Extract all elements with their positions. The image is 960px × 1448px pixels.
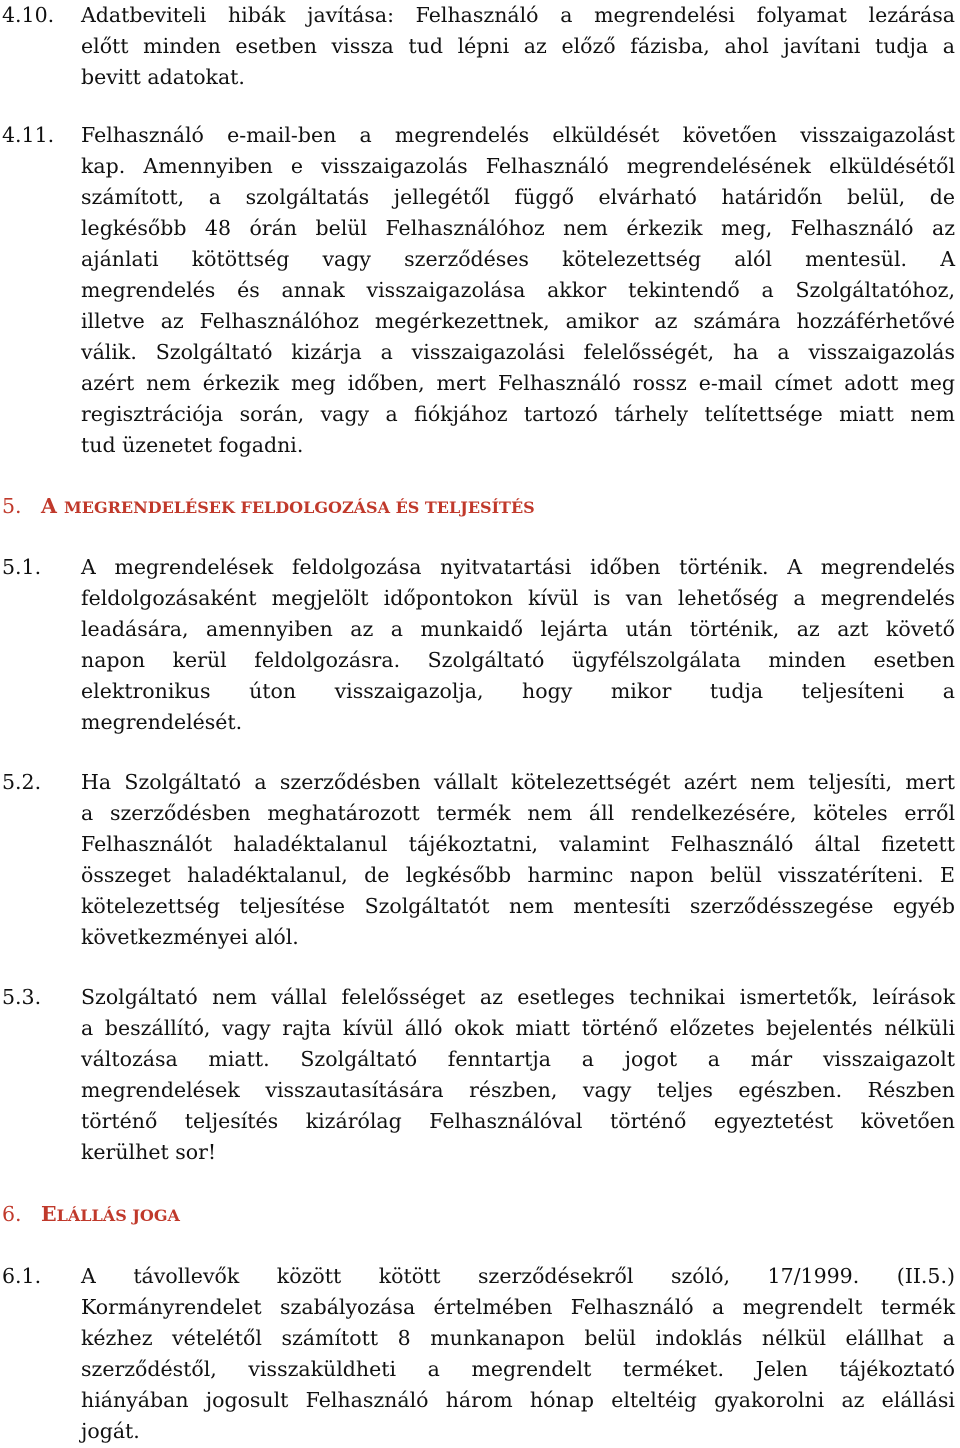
paragraph-text: ajánlati kötöttség vagy szerződéses kötelezettség alól mentesül. A (81, 247, 955, 271)
paragraph-text: elektronikus úton visszaigazolja, hogy mikor tudja teljesíteni a (81, 679, 955, 703)
heading-initial: E (41, 1202, 57, 1226)
paragraph-text: megrendelését. (81, 710, 243, 734)
section-heading-5 (0, 491, 960, 522)
paragraph-line (0, 829, 960, 860)
paragraph-line (0, 707, 960, 738)
paragraph-line (0, 552, 960, 583)
paragraph-line (0, 399, 960, 430)
paragraph-text: a szerződésben meghatározott termék nem áll rendelkezésére, köteles erről (81, 801, 955, 825)
section-number: 4.10. (2, 3, 55, 27)
heading-rest: MEGRENDELÉSEK FELDOLGOZÁSA ÉS TELJESÍTÉS (64, 498, 535, 517)
paragraph-line (0, 1137, 960, 1168)
paragraph-line (0, 1292, 960, 1323)
paragraph-line (0, 982, 960, 1013)
paragraph-line (0, 1075, 960, 1106)
heading-title (41, 1199, 180, 1231)
paragraph-text: előtt minden esetben vissza tud lépni az előző fázisba, ahol javítani tudja a (81, 34, 955, 58)
paragraph-line (0, 0, 960, 31)
paragraph-line (0, 337, 960, 368)
paragraph-line (0, 798, 960, 829)
paragraph-line (0, 1044, 960, 1075)
paragraph-text: Ha Szolgáltató a szerződésben vállalt kötelezettségét azért nem teljesíti, mert (81, 770, 955, 794)
paragraph-text: számított, a szolgáltatás jellegétől függő elvárható határidőn belül, de (81, 185, 955, 209)
paragraph-line (0, 213, 960, 244)
paragraph-text: Felhasználó e-mail-ben a megrendelés elküldését követően visszaigazolást (81, 123, 955, 147)
paragraph-text: válik. Szolgáltató kizárja a visszaigazolási felelősségét, ha a visszaigazolás (81, 340, 955, 364)
paragraph-line (0, 891, 960, 922)
section-5-2 (0, 767, 960, 953)
heading-number: 5. (2, 494, 22, 518)
paragraph-line (0, 151, 960, 182)
paragraph-text: jogát. (81, 1419, 140, 1443)
paragraph-line (0, 1354, 960, 1385)
paragraph-line (0, 1323, 960, 1354)
paragraph-line (0, 645, 960, 676)
paragraph-text: kötelezettség teljesítése Szolgáltatót nem mentesíti szerződésszegése egyéb (81, 894, 955, 918)
section-number: 5.2. (2, 770, 42, 794)
section-number: 5.1. (2, 555, 42, 579)
paragraph-line (0, 1013, 960, 1044)
section-5-1 (0, 552, 960, 738)
section-number: 4.11. (2, 123, 55, 147)
heading-title (41, 491, 535, 523)
paragraph-text: A távollevők között kötött szerződésekről szóló, 17/1999. (II.5.) (81, 1264, 955, 1288)
paragraph-text: tud üzenetet fogadni. (81, 433, 304, 457)
paragraph-text: Kormányrendelet szabályozása értelmében Felhasználó a megrendelt termék (81, 1295, 955, 1319)
paragraph-text: megrendelés és annak visszaigazolása akkor tekintendő a Szolgáltatóhoz, (81, 278, 955, 302)
paragraph-line (0, 922, 960, 953)
paragraph-text: történő teljesítés kizárólag Felhasználóval történő egyeztetést követően (81, 1109, 955, 1133)
paragraph-text: kerülhet sor! (81, 1140, 217, 1164)
paragraph-text: leadására, amennyiben az a munkaidő lejárta után történik, az azt követő (81, 617, 955, 641)
paragraph-text: szerződéstől, visszaküldheti a megrendelt terméket. Jelen tájékoztató (81, 1357, 955, 1381)
paragraph-line (0, 1261, 960, 1292)
section-number: 5.3. (2, 985, 42, 1009)
paragraph-line (0, 31, 960, 62)
paragraph-line (0, 120, 960, 151)
paragraph-text: következményei alól. (81, 925, 299, 949)
paragraph-text: azért nem érkezik meg időben, mert Felhasználó rossz e-mail címet adott meg (81, 371, 955, 395)
paragraph-line (0, 368, 960, 399)
paragraph-text: megrendelések visszautasítására részben, vagy teljes egészben. Részben (81, 1078, 955, 1102)
paragraph-line (0, 614, 960, 645)
paragraph-line (0, 244, 960, 275)
paragraph-line (0, 1416, 960, 1447)
paragraph-text: bevitt adatokat. (81, 65, 245, 89)
paragraph-text: illetve az Felhasználóhoz megérkezettnek, amikor az számára hozzáférhetővé (81, 309, 955, 333)
heading-number: 6. (2, 1202, 22, 1226)
paragraph-text: Adatbeviteli hibák javítása: Felhasználó a megrendelési folyamat lezárása (81, 3, 955, 27)
paragraph-text: Felhasználót haladéktalanul tájékoztatni, valamint Felhasználó által fizetett (81, 832, 955, 856)
paragraph-text: kap. Amennyiben e visszaigazolás Felhasználó megrendelésének elküldésétől (81, 154, 955, 178)
section-number: 6.1. (2, 1264, 42, 1288)
section-4-10 (0, 0, 960, 93)
paragraph-text: regisztrációja során, vagy a fiókjához tartozó tárhely telítettsége miatt nem (81, 402, 955, 426)
paragraph-text: napon kerül feldolgozásra. Szolgáltató ügyfélszolgálata minden esetben (81, 648, 955, 672)
paragraph-text: hiányában jogosult Felhasználó három hónap elteltéig gyakorolni az elállási (81, 1388, 955, 1412)
paragraph-text: a beszállító, vagy rajta kívül álló okok miatt történő előzetes bejelentés nélküli (81, 1016, 955, 1040)
paragraph-line (0, 275, 960, 306)
paragraph-line (0, 676, 960, 707)
paragraph-text: feldolgozásaként megjelölt időpontokon kívül is van lehetőség a megrendelés (81, 586, 955, 610)
paragraph-text: kézhez vételétől számított 8 munkanapon belül indoklás nélkül elállhat a (81, 1326, 955, 1350)
paragraph-text: Szolgáltató nem vállal felelősséget az esetleges technikai ismertetők, leírások (81, 985, 955, 1009)
paragraph-line (0, 767, 960, 798)
paragraph-line (0, 62, 960, 93)
section-6-1 (0, 1261, 960, 1447)
paragraph-text: összeget haladéktalanul, de legkésőbb harminc napon belül visszatéríteni. E (81, 863, 955, 887)
paragraph-line (0, 1106, 960, 1137)
paragraph-text: A megrendelések feldolgozása nyitvatartási időben történik. A megrendelés (81, 555, 955, 579)
paragraph-line (0, 860, 960, 891)
section-heading-6 (0, 1199, 960, 1230)
paragraph-line (0, 182, 960, 213)
heading-rest: LÁLLÁS JOGA (56, 1206, 180, 1225)
paragraph-line (0, 306, 960, 337)
paragraph-line (0, 583, 960, 614)
heading-initial: A (41, 494, 57, 518)
section-5-3 (0, 982, 960, 1168)
paragraph-line (0, 430, 960, 461)
section-4-11 (0, 120, 960, 461)
paragraph-line (0, 1385, 960, 1416)
paragraph-text: legkésőbb 48 órán belül Felhasználóhoz nem érkezik meg, Felhasználó az (81, 216, 955, 240)
paragraph-text: változása miatt. Szolgáltató fenntartja a jogot a már visszaigazolt (81, 1047, 955, 1071)
